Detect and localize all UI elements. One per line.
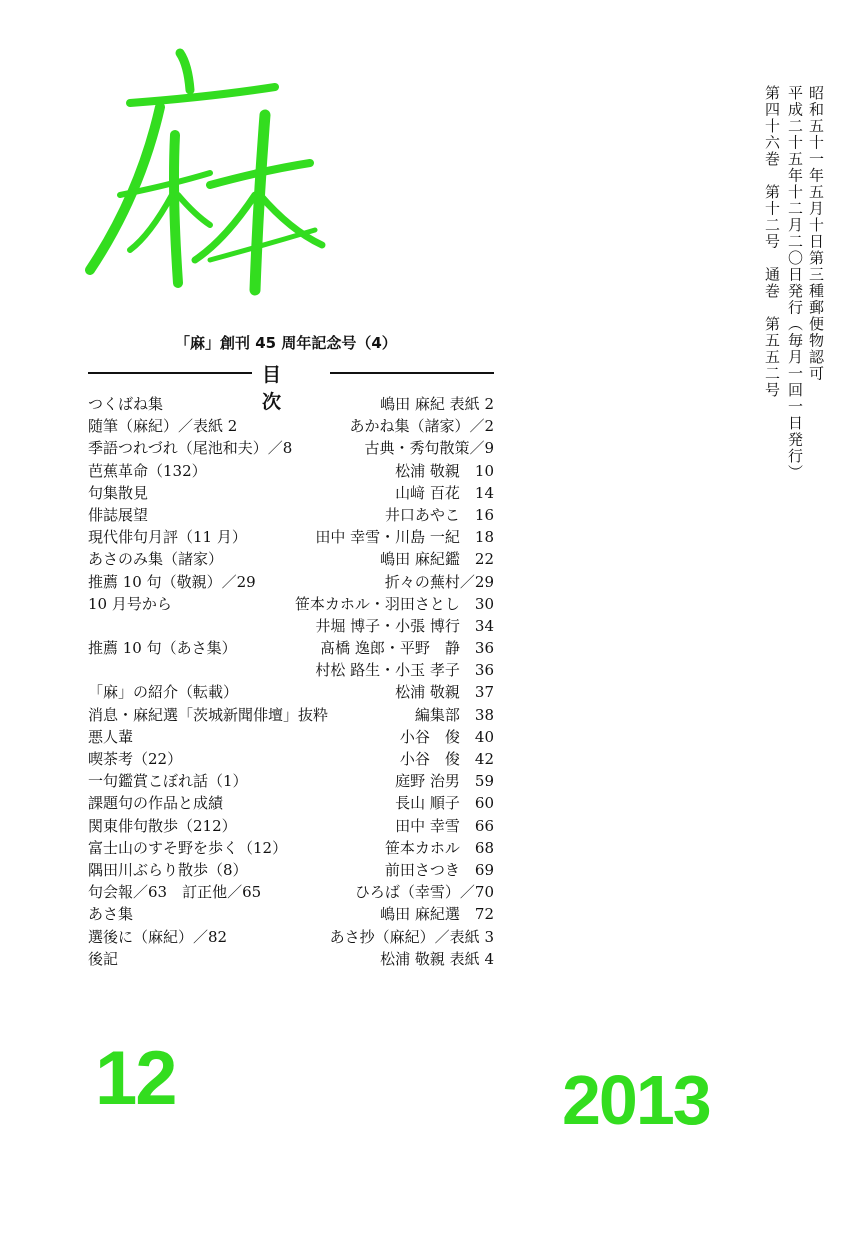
toc-author-page: 庭野 治男 59 [395,772,494,791]
issue-subtitle: 「麻」創刊 45 周年記念号（4） [175,334,397,352]
toc-row [88,482,494,504]
toc-row [88,593,494,615]
toc-title: 現代俳句月評（11 月） [88,528,247,547]
toc-row [88,837,494,859]
toc-row [88,704,494,726]
toc-row [88,903,494,925]
toc-author-page: 髙橋 逸郎・平野 静 36 [320,639,494,658]
toc-title: 句集散見 [88,483,149,502]
issue-year: 2013 [562,1061,710,1139]
toc-title: 消息・麻紀選「茨城新聞俳壇」抜粋 [88,705,329,724]
table-of-contents [88,393,494,970]
toc-row [88,437,494,459]
toc-title: 隅田川ぶらり散歩（8） [88,860,248,879]
toc-author-page: 長山 順子 60 [395,794,494,813]
toc-row [88,571,494,593]
toc-author-page: 笹本カホル・羽田さとし 30 [294,594,494,613]
asa-logo [60,45,330,300]
toc-title: 一句鑑賞こぼれ話（1） [88,772,248,791]
toc-row [88,504,494,526]
toc-row [88,815,494,837]
toc-author-page: 村松 路生・小玉 孝子 36 [315,661,494,680]
toc-row [88,681,494,703]
heading-rule-left [88,372,252,374]
toc-title: 選後に（麻紀）／82 [88,927,228,946]
toc-heading-text: 目次 [262,364,300,413]
toc-title: 推薦 10 句（敬親）／29 [88,572,256,591]
toc-author-page: 嶋田 麻紀選 72 [380,905,494,924]
toc-title: 関東俳句散歩（212） [88,816,237,835]
toc-author-page: 田中 幸雪・川島 一紀 18 [315,528,494,547]
toc-title: 俳誌展望 [88,505,149,524]
toc-author-page: 小谷 俊 42 [399,750,494,768]
toc-row [88,659,494,681]
toc-row [88,393,494,415]
toc-title: 喫茶考（22） [88,750,183,768]
toc-title: 10 月号から [88,594,172,613]
toc-title: 「麻」の紹介（転載） [88,683,239,702]
toc-title: 季語つれづれ（尾池和夫）／8 [88,439,293,458]
toc-author-page: 松浦 敬親 10 [395,461,494,480]
toc-author-page: 井口あやこ 16 [384,505,494,524]
toc-title: あさ集 [88,905,134,924]
toc-row [88,548,494,570]
toc-author-page: 松浦 敬親 表紙 4 [380,949,494,968]
toc-title: 課題句の作品と成績 [88,794,224,813]
toc-row [88,859,494,881]
toc-title: 随筆（麻紀）／表紙 2 [88,417,238,436]
issue-number: 12 [95,1036,176,1121]
toc-title: つくばね集 [88,395,164,413]
toc-row [88,637,494,659]
toc-author-page: 山﨑 百花 14 [395,483,494,502]
toc-title: 後記 [88,949,119,968]
toc-author-page: ひろば（幸雪）／70 [354,883,494,902]
toc-author-page: 松浦 敬親 37 [395,683,494,702]
toc-author-page: 嶋田 麻紀 表紙 2 [380,395,494,413]
toc-row [88,726,494,748]
toc-title: 芭蕉革命（132） [88,461,207,480]
toc-title: 富士山のすそ野を歩く（12） [88,838,288,857]
toc-author-page: 小谷 俊 40 [399,727,494,746]
toc-author-page: 前田さつき 69 [384,860,494,879]
toc-row [88,792,494,814]
publication-line-2: 平成二十五年十二月二〇日発行（毎月一回一日発行） [786,85,804,481]
toc-title: 句会報／63 訂正他／65 [88,883,262,902]
heading-rule-right [330,372,494,374]
toc-row [88,881,494,903]
toc-row [88,748,494,770]
toc-author-page: 古典・秀句散策／9 [364,439,494,458]
toc-author-page: あさ抄（麻紀）／表紙 3 [329,927,494,946]
toc-author-page: 笹本カホル 68 [384,838,494,857]
toc-row [88,415,494,437]
toc-row [88,460,494,482]
toc-row [88,770,494,792]
toc-author-page: 嶋田 麻紀鑑 22 [380,550,494,569]
publication-line-3: 第四十六巻 第十二号 通巻 第五五二号 [763,85,781,399]
toc-row [88,948,494,970]
toc-row [88,615,494,637]
toc-row [88,526,494,548]
toc-author-page: 井堀 博子・小張 博行 34 [315,616,494,635]
toc-title: 悪人輩 [88,727,134,746]
toc-title: あさのみ集（諸家） [88,550,224,569]
toc-title: 推薦 10 句（あさ集） [88,639,237,658]
toc-author-page: 折々の蕪村／29 [384,572,494,591]
toc-row [88,926,494,948]
toc-author-page: 編集部 38 [414,705,494,724]
publication-line-1: 昭和五十一年五月十日第三種郵便物認可 [807,85,825,382]
toc-author-page: あかね集（諸家）／2 [349,417,494,436]
toc-author-page: 田中 幸雪 66 [395,816,494,835]
